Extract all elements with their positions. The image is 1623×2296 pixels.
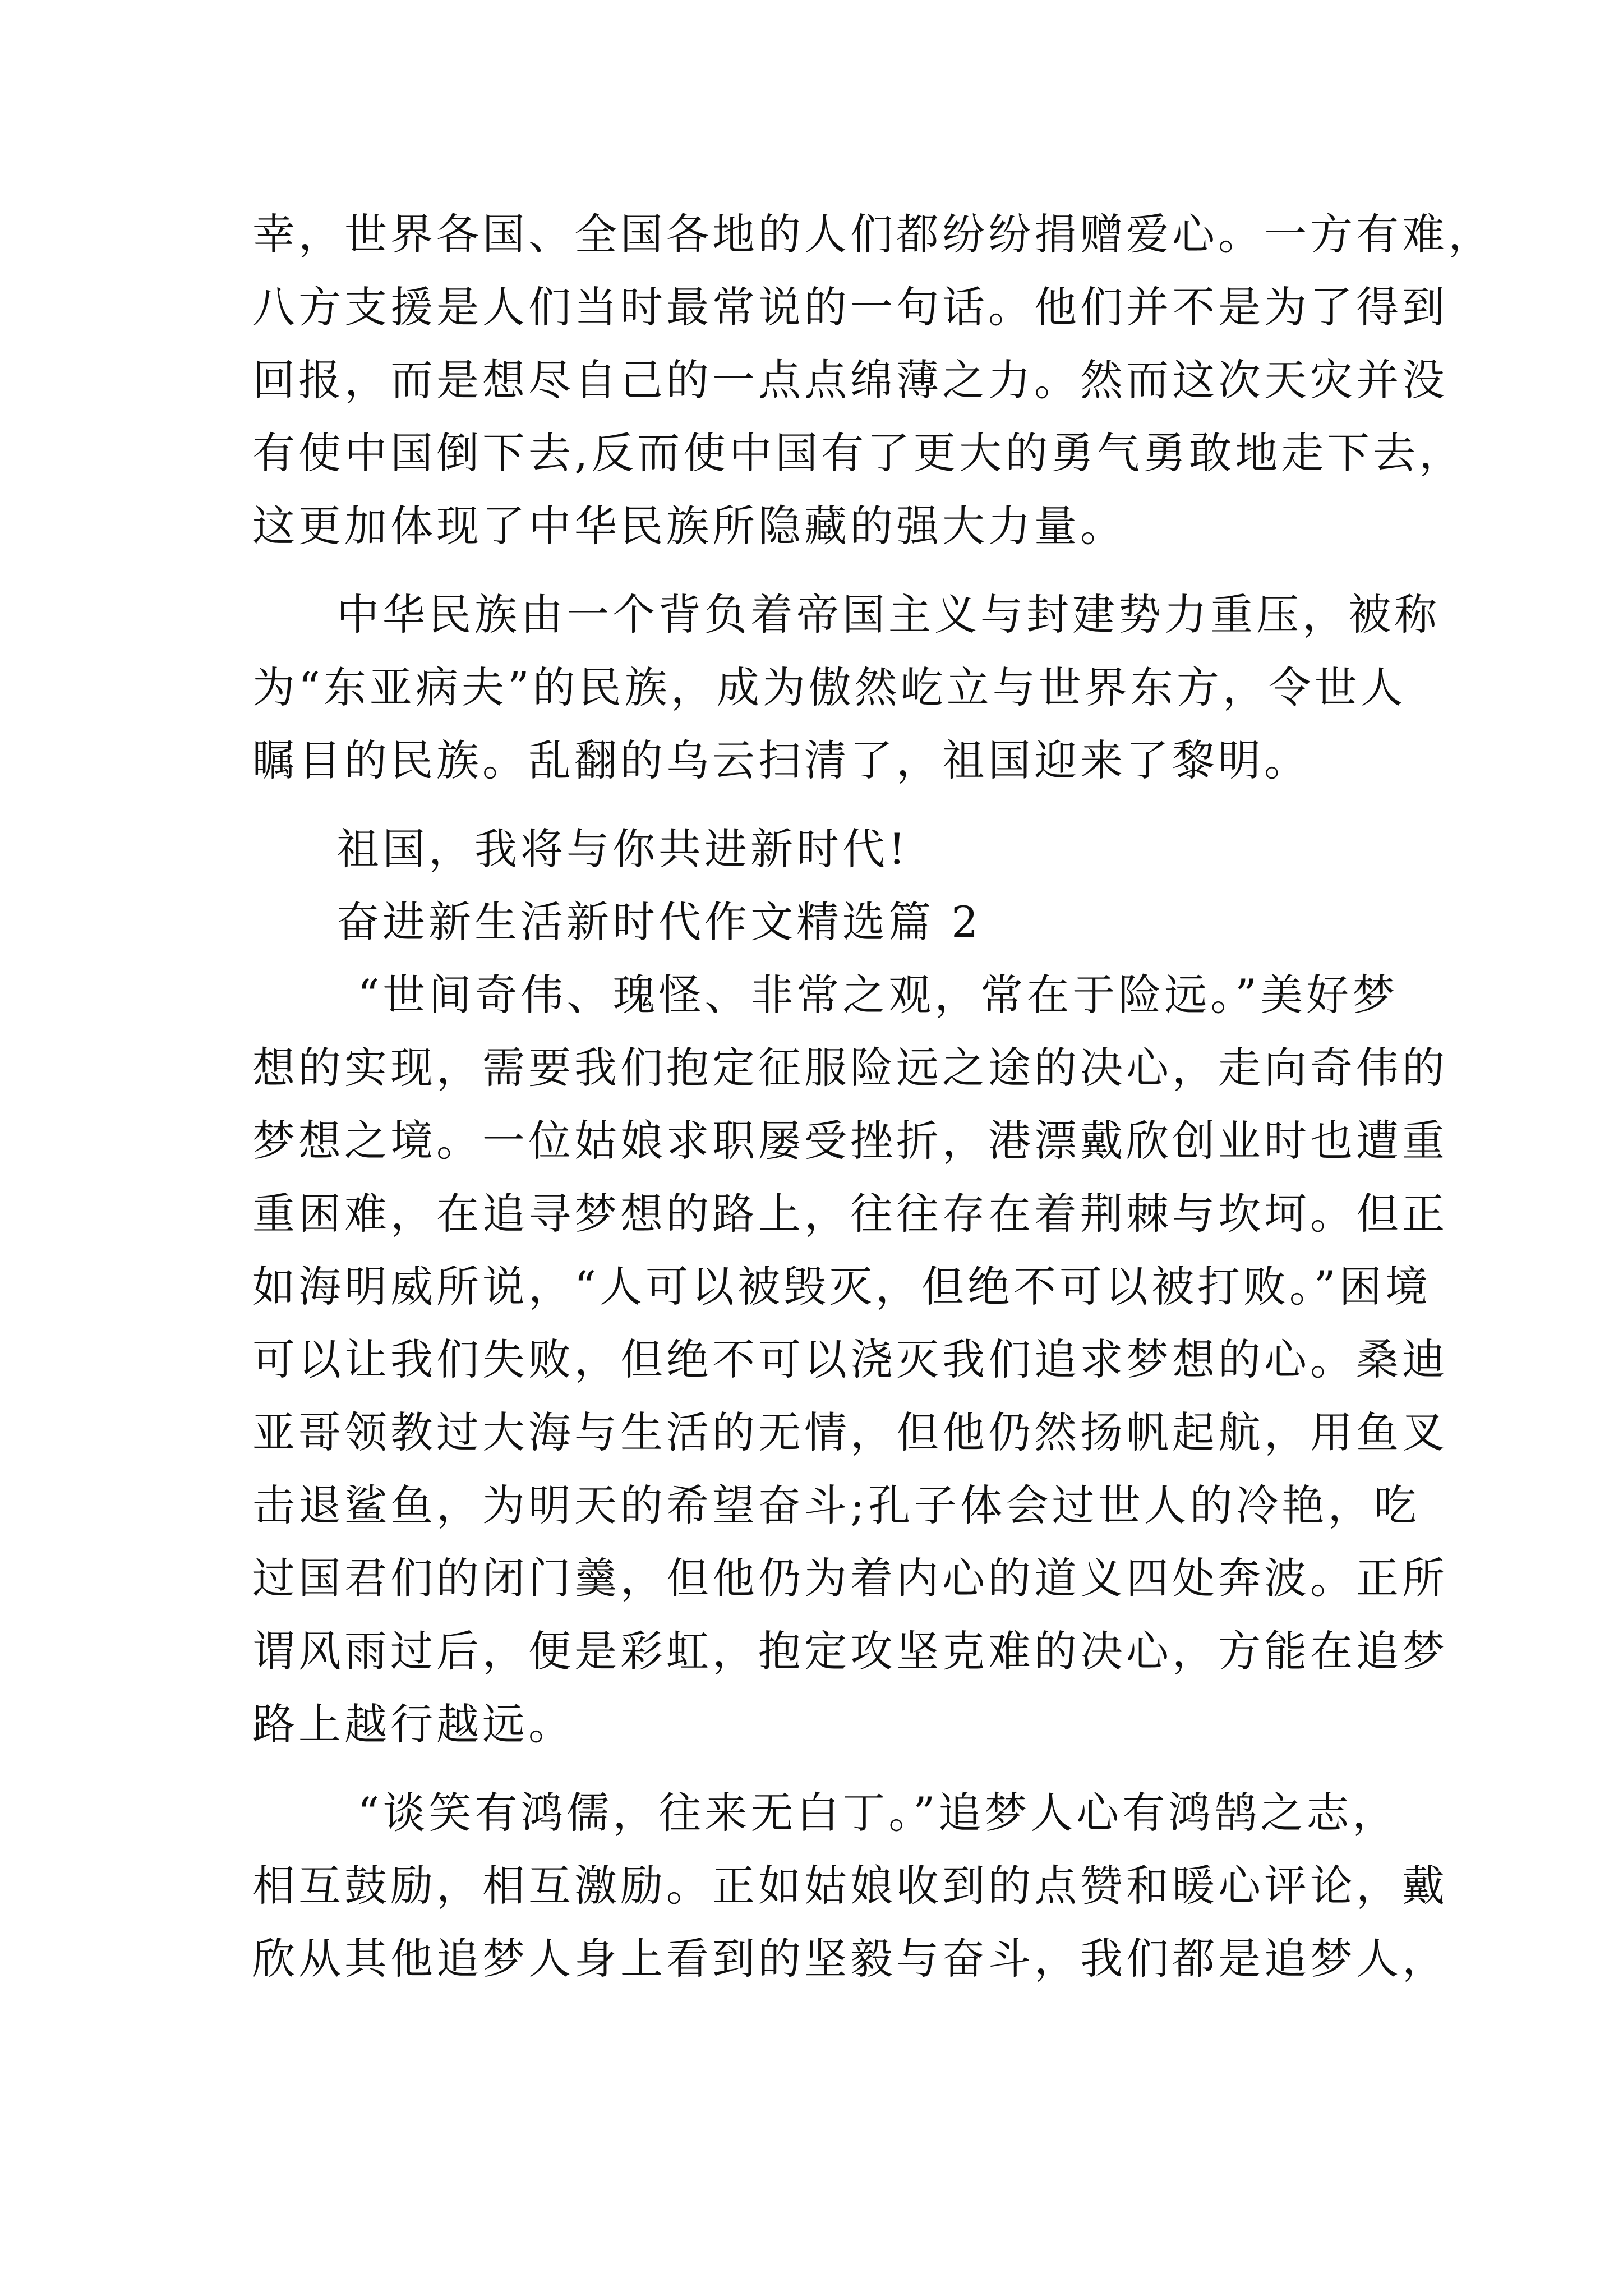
text-line: “谈笑有鸿儒，往来无白丁。”追梦人心有鸿鹄之志， [357,1788,1399,1838]
text-line: 回报，而是想尽自己的一点点绵薄之力。然而这次天灾并没 [252,355,1448,405]
text-line: 亚哥领教过大海与生活的无情，但他仍然扬帆起航，用鱼叉 [252,1407,1448,1457]
article-body [252,198,1494,1995]
text-line: 祖国，我将与你共进新时代! [336,824,909,874]
text-line: 梦想之境。一位姑娘求职屡受挫折，港漂戴欣创业时也遭重 [252,1116,1448,1166]
text-line: 如海明威所说，“人可以被毁灭，但绝不可以被打败。”困境 [252,1262,1431,1312]
text-line: 有使中国倒下去,反而使中国有了更大的勇气勇敢地走下去， [252,428,1465,478]
text-line: 欣从其他追梦人身上看到的坚毅与奋斗，我们都是追梦人， [252,1934,1448,1984]
text-line: 瞩目的民族。乱翻的乌云扫清了，祖国迎来了黎明。 [252,735,1310,785]
text-line: 八方支援是人们当时最常说的一句话。他们并不是为了得到 [252,282,1448,332]
text-line: 可以让我们失败，但绝不可以浇灭我们追求梦想的心。桑迪 [252,1335,1448,1384]
text-line: “世间奇伟、瑰怪、非常之观，常在于险远。”美好梦 [357,970,1399,1020]
text-line: 重困难，在追寻梦想的路上，往往存在着荆棘与坎坷。但正 [252,1189,1448,1239]
text-line: 想的实现，需要我们抱定征服险远之途的决心，走向奇伟的 [252,1043,1448,1093]
text-line: 中华民族由一个背负着帝国主义与封建势力重压，被称 [336,590,1440,639]
text-line: 为“东亚病夫”的民族，成为傲然屹立与世界东方，令世人 [252,662,1407,712]
text-line: 路上越行越远。 [252,1699,574,1749]
text-line: 相互鼓励，相互激励。正如姑娘收到的点赞和暖心评论，戴 [252,1861,1448,1911]
text-line: 奋进新生活新时代作文精选篇 2 [336,897,982,947]
text-line: 击退鲨鱼，为明天的希望奋斗;孔子体会过世人的冷艳，吃 [252,1480,1420,1530]
text-line: 谓风雨过后，便是彩虹，抱定攻坚克难的决心，方能在追梦 [252,1626,1448,1676]
text-line: 幸，世界各国、全国各地的人们都纷纷捐赠爱心。一方有难， [252,209,1494,259]
text-line: 这更加体现了中华民族所隐藏的强大力量。 [252,501,1126,551]
text-line: 过国君们的闭门羹，但他仍为着内心的道义四处奔波。正所 [252,1553,1448,1603]
